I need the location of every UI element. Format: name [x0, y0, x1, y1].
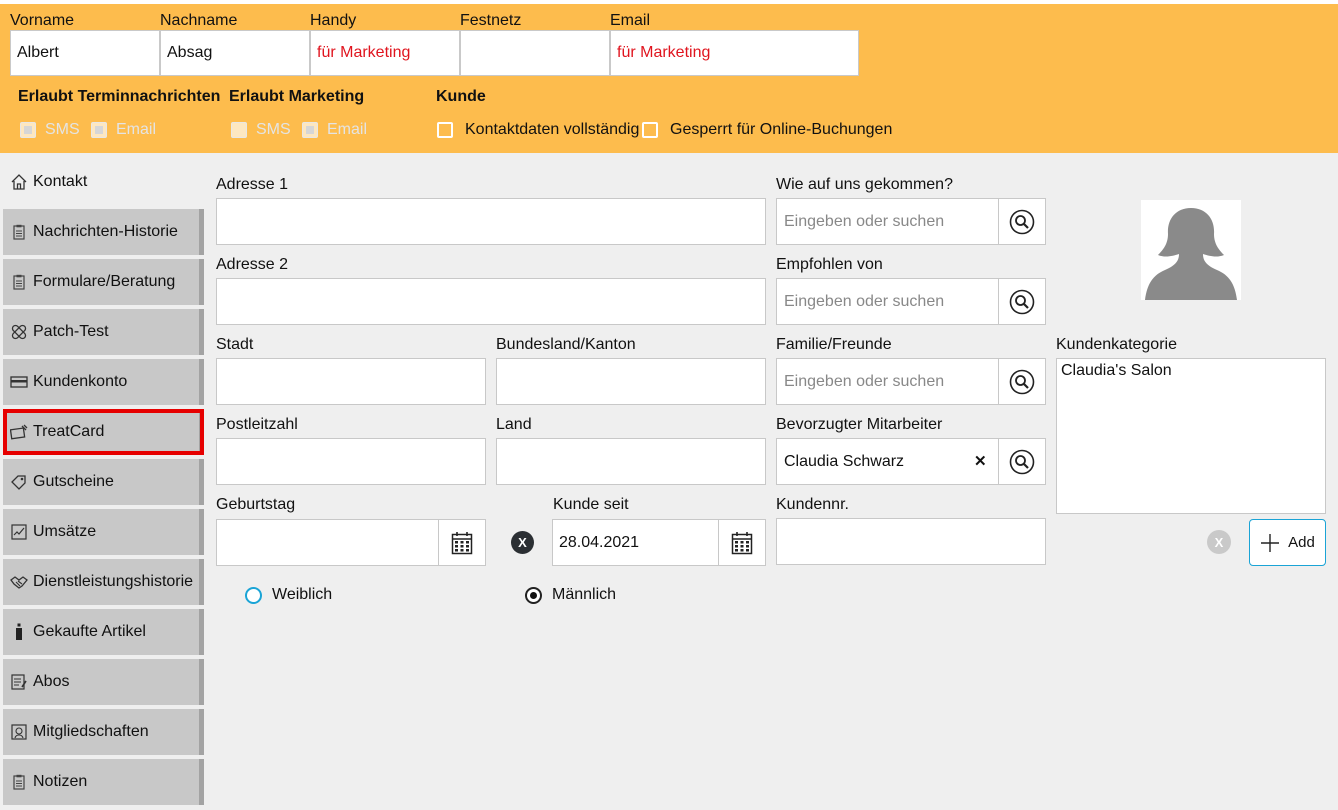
mitarbeiter-value: Claudia Schwarz — [784, 453, 905, 470]
mitarbeiter-input[interactable] — [776, 438, 1046, 485]
kontaktdaten-checkbox[interactable] — [437, 121, 639, 139]
handshake-icon — [9, 573, 29, 591]
kategorie-item[interactable]: Claudia's Salon — [1061, 362, 1172, 379]
kunde-seit-label: Kunde seit — [553, 496, 629, 513]
geburtstag-label: Geburtstag — [216, 496, 296, 513]
bundesland-label: Bundesland/Kanton — [496, 336, 636, 353]
geburtstag-input[interactable] — [216, 519, 486, 566]
checkbox-label: Email — [116, 121, 157, 138]
plus-icon — [1260, 533, 1280, 553]
nav-label: Nachrichten-Historie — [33, 223, 178, 240]
clipboard-icon — [9, 273, 29, 291]
mitarbeiter-label: Bevorzugter Mitarbeiter — [776, 416, 943, 433]
marketing-email-checkbox[interactable] — [302, 121, 367, 139]
nav-formulare[interactable] — [3, 259, 204, 305]
client-header — [0, 0, 1338, 153]
checkbox-label: SMS — [45, 121, 80, 138]
checkbox-label: SMS — [256, 121, 291, 138]
bandage-icon — [9, 323, 29, 341]
festnetz-field[interactable] — [460, 30, 610, 76]
nav-nachrichten-historie[interactable] — [3, 209, 204, 255]
checkbox-box — [20, 122, 36, 138]
search-button[interactable] — [998, 439, 1045, 484]
kunde-seit-input[interactable] — [552, 519, 766, 566]
search-button[interactable] — [998, 359, 1045, 404]
clear-mitarbeiter-icon[interactable]: ✕ — [974, 453, 987, 470]
checkbox-label: Email — [327, 121, 368, 138]
membership-icon — [9, 723, 29, 741]
checkbox-label: Kontaktdaten vollständig — [465, 121, 640, 138]
search-button[interactable] — [998, 279, 1045, 324]
nav-treatcard[interactable] — [3, 409, 204, 455]
termin-sms-checkbox[interactable] — [20, 121, 80, 139]
marketing-section-label: Erlaubt Marketing — [229, 88, 365, 105]
calendar-icon — [451, 531, 473, 555]
nav-patch-test[interactable] — [3, 309, 204, 355]
gender-maennlich-radio[interactable] — [525, 586, 616, 604]
kategorie-label: Kundenkategorie — [1056, 336, 1177, 353]
gesperrt-checkbox[interactable] — [642, 121, 892, 139]
nav-label: Kontakt — [33, 173, 88, 190]
plz-input[interactable] — [216, 438, 486, 485]
nav-dienstleistungshistorie[interactable] — [3, 559, 204, 605]
festnetz-label: Festnetz — [460, 12, 522, 29]
nav-label: Gekaufte Artikel — [33, 623, 146, 640]
checkbox-box — [91, 122, 107, 138]
nachname-label: Nachname — [160, 12, 238, 29]
nav-kundenkonto[interactable] — [3, 359, 204, 405]
termin-section-label: Erlaubt Terminnachrichten — [18, 88, 221, 105]
familie-label: Familie/Freunde — [776, 336, 892, 353]
kategorie-list[interactable] — [1056, 358, 1326, 514]
vorname-label: Vorname — [10, 12, 75, 29]
nav-label: Kundenkonto — [33, 373, 128, 390]
remove-kategorie-button[interactable]: X — [1207, 530, 1231, 554]
nav-gekaufte-artikel[interactable] — [3, 609, 204, 655]
radio-circle — [525, 587, 542, 604]
nav-label: Patch-Test — [33, 323, 109, 340]
nav-kontakt[interactable] — [3, 159, 204, 205]
chart-icon — [9, 523, 29, 541]
nav-label: Umsätze — [33, 523, 97, 540]
avatar[interactable] — [1141, 200, 1241, 300]
radio-label: Männlich — [552, 586, 617, 603]
clear-birthday-button[interactable]: X — [511, 531, 534, 554]
nav-notizen[interactable] — [3, 759, 204, 805]
handy-field[interactable]: für Marketing — [310, 30, 460, 76]
kunde-seit-value: 28.04.2021 — [559, 534, 640, 551]
calendar-button[interactable] — [718, 520, 765, 565]
stadt-input[interactable] — [216, 358, 486, 405]
home-icon — [9, 173, 29, 191]
wie-label: Wie auf uns gekommen? — [776, 176, 953, 193]
stadt-label: Stadt — [216, 336, 254, 353]
tag-icon — [9, 473, 29, 491]
email-field[interactable]: für Marketing — [610, 30, 859, 76]
land-input[interactable] — [496, 438, 766, 485]
kunde-section-label: Kunde — [436, 88, 486, 105]
checkbox-box — [231, 122, 247, 138]
nav-gutscheine[interactable] — [3, 459, 204, 505]
adresse1-label: Adresse 1 — [216, 176, 289, 193]
adresse1-input[interactable] — [216, 198, 766, 245]
bottle-icon — [9, 623, 29, 641]
person-silhouette-icon — [1141, 200, 1241, 300]
wie-placeholder: Eingeben oder suchen — [784, 213, 945, 230]
nachname-field[interactable]: Absag — [160, 30, 310, 76]
nav-label: Mitgliedschaften — [33, 723, 149, 740]
termin-email-checkbox[interactable] — [91, 121, 156, 139]
vorname-field[interactable]: Albert — [10, 30, 160, 76]
radio-label: Weiblich — [272, 586, 333, 603]
bundesland-input[interactable] — [496, 358, 766, 405]
treatcard-icon — [9, 423, 29, 441]
checkbox-box — [642, 122, 658, 138]
nav-label: Dienstleistungshistorie — [33, 573, 194, 590]
clipboard-icon — [9, 223, 29, 241]
plz-label: Postleitzahl — [216, 416, 298, 433]
gender-weiblich-radio[interactable] — [245, 586, 332, 604]
adresse2-input[interactable] — [216, 278, 766, 325]
nav-umsaetze[interactable] — [3, 509, 204, 555]
handy-label: Handy — [310, 12, 357, 29]
nav-label: Notizen — [33, 773, 88, 790]
search-button[interactable] — [998, 199, 1045, 244]
wie-input[interactable] — [776, 198, 1046, 245]
marketing-sms-checkbox[interactable] — [231, 121, 291, 139]
kundennr-input[interactable] — [776, 518, 1046, 565]
clipboard-icon — [9, 773, 29, 791]
empfohlen-placeholder: Eingeben oder suchen — [784, 293, 945, 310]
radio-circle — [245, 587, 262, 604]
adresse2-label: Adresse 2 — [216, 256, 289, 273]
checkbox-box — [437, 122, 453, 138]
nav-label: TreatCard — [33, 423, 105, 440]
familie-input[interactable] — [776, 358, 1046, 405]
card-icon — [9, 373, 29, 391]
nav-label: Abos — [33, 673, 70, 690]
calendar-button[interactable] — [438, 520, 485, 565]
email-label: Email — [610, 12, 651, 29]
nav-abos[interactable] — [3, 659, 204, 705]
nav-mitgliedschaften[interactable] — [3, 709, 204, 755]
add-label: Add — [1288, 534, 1315, 551]
checkbox-box — [302, 122, 318, 138]
search-icon — [1009, 449, 1035, 475]
nav-label: Gutscheine — [33, 473, 114, 490]
nav-label: Formulare/Beratung — [33, 273, 176, 290]
empfohlen-label: Empfohlen von — [776, 256, 883, 273]
search-icon — [1009, 209, 1035, 235]
kundennr-label: Kundennr. — [776, 496, 849, 513]
search-icon — [1009, 289, 1035, 315]
subscription-icon — [9, 673, 29, 691]
empfohlen-input[interactable] — [776, 278, 1046, 325]
calendar-icon — [731, 531, 753, 555]
search-icon — [1009, 369, 1035, 395]
checkbox-label: Gesperrt für Online-Buchungen — [670, 121, 893, 138]
familie-placeholder: Eingeben oder suchen — [784, 373, 945, 390]
land-label: Land — [496, 416, 532, 433]
add-kategorie-button[interactable] — [1249, 519, 1326, 566]
